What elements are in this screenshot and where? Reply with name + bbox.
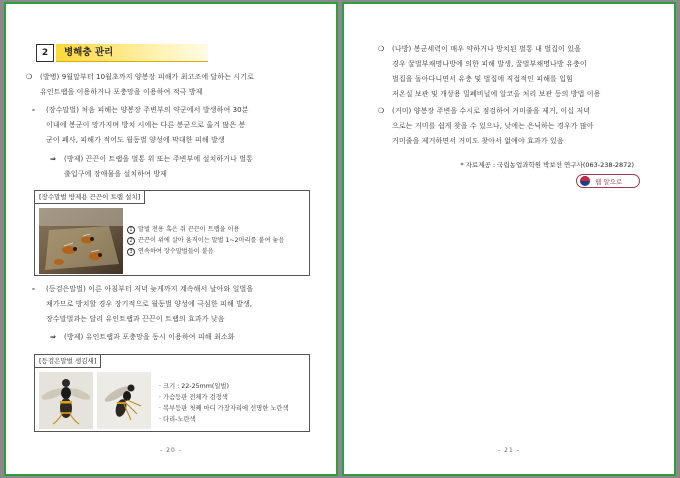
circle-bullet-icon: ❍: [378, 107, 385, 115]
trap-figure-title: [장수말벌 방제용 끈끈이 트랩 설치]: [34, 190, 145, 204]
web-link-badge[interactable]: 웹 알으로: [576, 174, 640, 188]
hornet-top-photo: [39, 372, 93, 429]
paragraph-geomi: ❍ (거미) 양봉장 주변을 수시로 점검하여 거미줄을 제거, 이십 저녁 으로는 거미를 쉽게 찾을 수 있으나, 낮에는 은닉하는 경우가 많아 거미줄을 제거하면서 거미도 찾아서 없애야 효과가 있음: [378, 104, 594, 149]
trap-steps-list: [127, 224, 284, 257]
paragraph-jangsu: - (장수말벌) 처음 피해는 양봉장 주변부의 약군에서 발생하여 30분 이내에 봉군이 망가지며 방치 시에는 다른 봉군으로 옮겨 많은 봉 군이 폐사, 피해가 적어도 월동벌 양성에 막대한 피해 발생: [32, 103, 249, 148]
circle-bullet-icon: ❍: [26, 73, 33, 81]
arrow-bullet-icon: ⇒: [50, 333, 56, 341]
hornet-trap-photo: [39, 208, 123, 274]
page-number: - 21 -: [498, 447, 520, 454]
list-item: · 복부등판 첫째 마디 가장자리에 선명한 노란색: [159, 405, 289, 412]
eco-features-list: [159, 381, 289, 425]
left-page: [4, 2, 338, 476]
dash-bullet-icon: -: [32, 285, 36, 293]
right-page: [342, 2, 676, 476]
paragraph-jangsu-control: ⇒ (방제) 끈끈이 트랩을 벌통 위 또는 주변부에 설치하거나 벌통 출입구에 장애물을 설치하여 방제: [50, 152, 253, 182]
list-item: 1 말벌 전용 혹은 쥐 끈끈이 트랩을 이용: [127, 224, 284, 235]
dash-bullet-icon: -: [32, 106, 36, 114]
paragraph-outbreak: ❍ (발병) 9월말부터 10월초까지 양봉장 피해가 최고조에 달하는 시기로 유인트랩을 이용하거나 포충망을 이용하여 적극 방제: [26, 70, 254, 100]
taegeuk-logo-icon: [580, 176, 590, 186]
paragraph-dunggeun-control: ⇒ (방제) 유인트랩과 포충망을 동시 이용하여 피해 최소화: [50, 330, 235, 345]
source-credit: * 자료제공 : 국립농업과학원 박보선 연구사(063-238-2872): [460, 161, 634, 169]
list-item: 2 끈끈이 위에 살아 움직이는 말벌 1~2마리를 붙여 놓음: [127, 235, 284, 246]
section-title: 병해충 관리: [56, 44, 208, 62]
list-item: · 가슴등판 전체가 검정색: [159, 394, 228, 401]
trap-figure-box: [34, 190, 310, 276]
arrow-bullet-icon: ⇒: [50, 155, 56, 163]
paragraph-nabang: ❍ (나방) 봉군세력이 매우 약하거나 방치된 벌통 내 벌집이 있을 경우 꿀벌부채명나방에 의한 피해 발생, 꿀벌부채명나방 유충이 벌집을 돌아다니면서 유충 및 벌집에 직접적인 피해를 입힘 저온실 보관 및 개상용 밀폐비닐에 알코올 처리 보관 등의 방법 이용: [378, 42, 601, 102]
section-number: 2: [36, 44, 54, 62]
paragraph-dunggeun: - (등검은말벌) 이른 아침부터 저녁 늦게까지 계속해서 날아와 일벌을 채가므로 방치할 경우 장기적으로 월동벌 양성에 극심한 피해 발생, 장수말벌과는 달리 유인트랩과 끈끈이 트랩의 효과가 낮음: [32, 282, 253, 327]
section-header: [36, 44, 208, 62]
list-item: · 크기 : 22-25mm(일벌): [159, 383, 229, 390]
hornet-side-photo: [97, 372, 151, 429]
circle-bullet-icon: ❍: [378, 45, 385, 53]
eco-figure-title: [등검은말벌 생김새]: [34, 354, 101, 368]
eco-figure-box: [34, 354, 310, 432]
list-item: 3 연속하여 장수말벌들이 붙음: [127, 246, 284, 257]
page-number: - 20 -: [160, 447, 182, 454]
list-item: · 다리-노란색: [159, 416, 196, 423]
